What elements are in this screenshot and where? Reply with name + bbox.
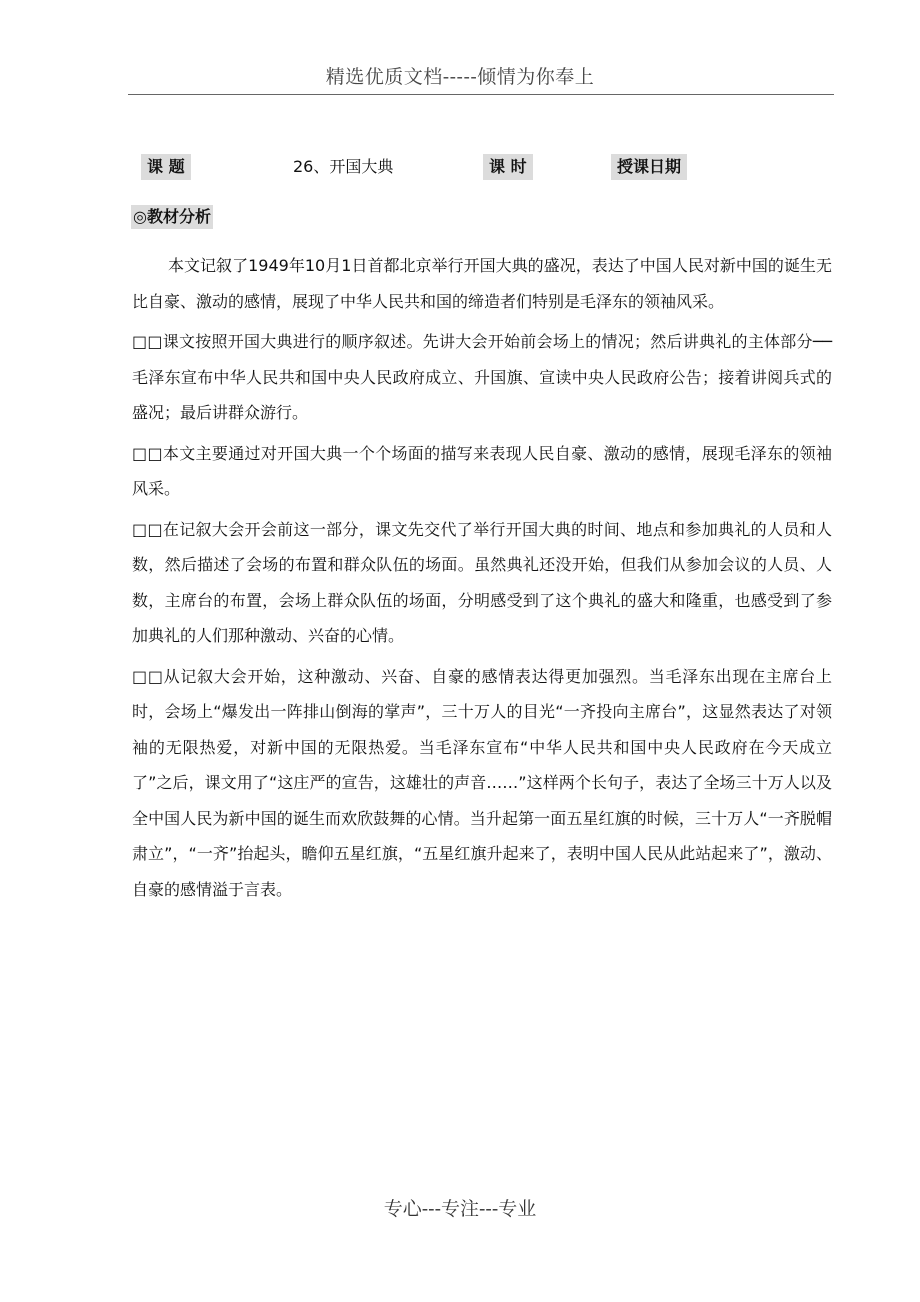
topic-value: 26、开国大典 <box>293 157 394 176</box>
section-title: ◎教材分析 <box>131 205 213 229</box>
lesson-info-row <box>0 154 920 180</box>
paragraph: □□课文按照开国大典进行的顺序叙述。先讲大会开始前会场上的情况；然后讲典礼的主体部分──毛泽东宣布中华人民共和国中央人民政府成立、升国旗、宣读中央人民政府公告；接着讲阅兵式的盛况；最后讲群众游行。 <box>132 332 832 422</box>
header-divider <box>128 94 834 95</box>
body-text <box>132 248 832 912</box>
paragraph: □□从记叙大会开始，这种激动、兴奋、自豪的感情表达得更加强烈。当毛泽东出现在主席台上时，会场上“爆发出一阵排山倒海的掌声”，三十万人的目光“一齐投向主席台”，这显然表达了对领袖的无限热爱，对新中国的无限热爱。当毛泽东宣布“中华人民共和国中央人民政府在今天成立了”之后，课文用了“这庄严的宣告，这雄壮的声音……”这样两个长句子，表达了全场三十万人以及全中国人民为新中国的诞生而欢欣鼓舞的心情。当升起第一面五星红旗的时候，三十万人“一齐脱帽肃立”，“一齐”抬起头，瞻仰五星红旗，“五星红旗升起来了，表明中国人民从此站起来了”，激动、自豪的感情溢于言表。 <box>132 666 832 899</box>
page-footer: 专心---专注---专业 <box>383 1198 537 1220</box>
period-label: 课 时 <box>483 154 533 180</box>
topic-label: 课 题 <box>141 154 191 180</box>
date-label: 授课日期 <box>611 154 687 180</box>
page-header: 精选优质文档-----倾情为你奉上 <box>325 66 595 88</box>
paragraph: □□在记叙大会开会前这一部分，课文先交代了举行开国大典的时间、地点和参加典礼的人员和人数，然后描述了会场的布置和群众队伍的场面。虽然典礼还没开始，但我们从参加会议的人员、人数，主席台的布置，会场上群众队伍的场面，分明感受到了这个典礼的盛大和隆重，也感受到了参加典礼的人们那种激动、兴奋的心情。 <box>132 519 832 645</box>
paragraph: 本文记叙了1949年10月1日首都北京举行开国大典的盛况，表达了中国人民对新中国的诞生无比自豪、激动的感情，展现了中华人民共和国的缔造者们特别是毛泽东的领袖风采。 <box>132 256 832 311</box>
paragraph: □□本文主要通过对开国大典一个个场面的描写来表现人民自豪、激动的感情，展现毛泽东的领袖风采。 <box>132 443 832 498</box>
